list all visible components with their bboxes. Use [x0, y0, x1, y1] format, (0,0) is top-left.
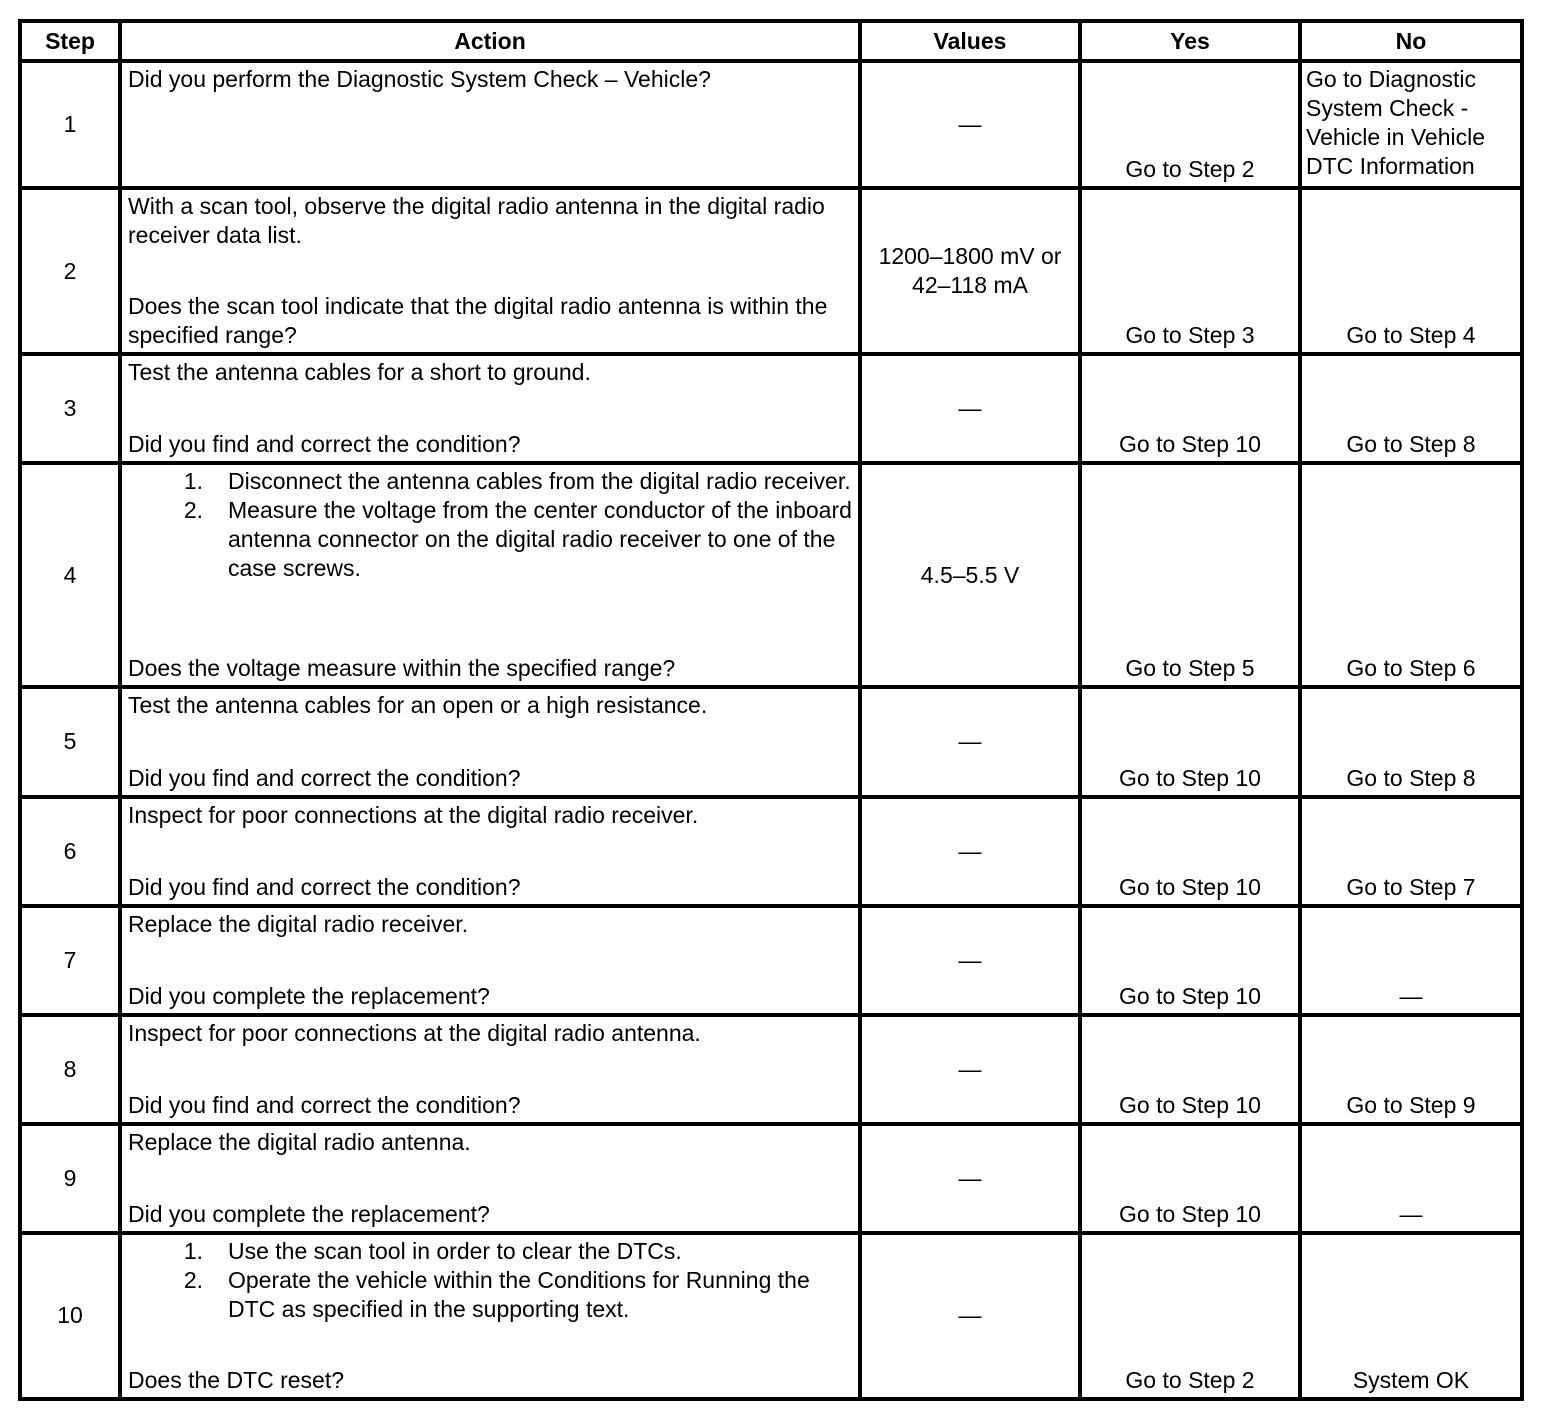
step-number: 4	[20, 463, 120, 687]
header-step: Step	[20, 21, 120, 61]
step-number: 8	[20, 1015, 120, 1124]
step-number: 9	[20, 1124, 120, 1233]
yes-cell: Go to Step 10	[1080, 797, 1300, 906]
yes-cell: Go to Step 2	[1080, 1233, 1300, 1399]
value-cell: 4.5–5.5 V	[860, 463, 1080, 687]
table-row	[20, 906, 1522, 1015]
value-cell: —	[860, 354, 1080, 463]
action-cell	[120, 1124, 860, 1233]
table-row	[20, 687, 1522, 796]
header-no: No	[1300, 21, 1522, 61]
action-question: Did you find and correct the condition?	[128, 431, 521, 458]
value-cell: —	[860, 906, 1080, 1015]
table-row	[20, 354, 1522, 463]
action-question: Did you find and correct the condition?	[128, 1091, 521, 1118]
table-row	[20, 1124, 1522, 1233]
yes-cell: Go to Step 10	[1080, 354, 1300, 463]
action-question: Does the DTC reset?	[128, 1367, 345, 1393]
action-question: Did you complete the replacement?	[128, 1200, 490, 1227]
no-cell: Go to Step 7	[1300, 797, 1522, 906]
list-item: 1. Disconnect the antenna cables from the digital radio receiver.	[183, 468, 851, 495]
no-cell: Go to Step 4	[1300, 188, 1522, 354]
header-action: Action	[120, 21, 860, 61]
diagnostic-table	[18, 19, 1524, 1401]
action-question: Did you find and correct the condition?	[128, 764, 521, 791]
list-item: 1. Use the scan tool in order to clear the DTCs.	[183, 1237, 682, 1264]
action-text: Inspect for poor connections at the digital radio antenna.	[128, 1019, 701, 1046]
no-cell: —	[1300, 1124, 1522, 1233]
action-question: Does the scan tool indicate that the digital radio antenna is within the specified range?	[128, 293, 828, 349]
yes-cell: Go to Step 5	[1080, 463, 1300, 687]
no-cell: Go to Diagnostic System Check - Vehicle in Vehicle DTC Information	[1300, 61, 1522, 188]
no-cell: Go to Step 6	[1300, 463, 1522, 687]
table-row	[20, 1015, 1522, 1124]
step-number: 7	[20, 906, 120, 1015]
list-item: 2. Operate the vehicle within the Conditions for Running the DTC as specified in the supporting text.	[183, 1266, 810, 1322]
substep-list	[128, 467, 852, 583]
no-cell: Go to Step 8	[1300, 354, 1522, 463]
action-cell	[120, 463, 860, 687]
no-cell: System OK	[1300, 1233, 1522, 1399]
action-text: Did you perform the Diagnostic System Check – Vehicle?	[128, 66, 711, 92]
action-question: Did you complete the replacement?	[128, 982, 490, 1009]
action-question: Did you find and correct the condition?	[128, 873, 521, 900]
header-row	[20, 21, 1522, 61]
action-text: With a scan tool, observe the digital radio antenna in the digital radio receiver data list.	[128, 193, 825, 249]
table-row	[20, 188, 1522, 354]
action-text: Replace the digital radio receiver.	[128, 910, 469, 937]
value-cell: —	[860, 797, 1080, 906]
yes-cell: Go to Step 10	[1080, 687, 1300, 796]
value-cell: —	[860, 1124, 1080, 1233]
table-row	[20, 61, 1522, 188]
no-cell: Go to Step 9	[1300, 1015, 1522, 1124]
step-number: 3	[20, 354, 120, 463]
action-text: Test the antenna cables for a short to ground.	[128, 359, 591, 386]
action-text: Test the antenna cables for an open or a high resistance.	[128, 692, 708, 719]
step-number: 10	[20, 1233, 120, 1399]
yes-cell: Go to Step 2	[1080, 61, 1300, 188]
header-values: Values	[860, 21, 1080, 61]
action-cell	[120, 906, 860, 1015]
table-row	[20, 1233, 1522, 1399]
yes-cell: Go to Step 10	[1080, 1124, 1300, 1233]
action-cell	[120, 797, 860, 906]
yes-cell: Go to Step 10	[1080, 906, 1300, 1015]
action-cell	[120, 687, 860, 796]
action-text: Replace the digital radio antenna.	[128, 1128, 471, 1155]
table-row	[20, 797, 1522, 906]
list-item: 2. Measure the voltage from the center conductor of the inboard antenna connector on the digital radio receiver to one of the case screws.	[183, 497, 852, 582]
value-cell: —	[860, 61, 1080, 188]
no-cell: —	[1300, 906, 1522, 1015]
step-number: 5	[20, 687, 120, 796]
yes-cell: Go to Step 3	[1080, 188, 1300, 354]
substep-list	[128, 1237, 852, 1324]
action-question: Does the voltage measure within the specified range?	[128, 655, 676, 682]
no-cell: Go to Step 8	[1300, 687, 1522, 796]
action-cell	[120, 354, 860, 463]
yes-cell: Go to Step 10	[1080, 1015, 1300, 1124]
value-cell: —	[860, 687, 1080, 796]
value-cell: 1200–1800 mV or 42–118 mA	[860, 188, 1080, 354]
step-number: 1	[20, 61, 120, 188]
action-cell	[120, 61, 860, 188]
header-yes: Yes	[1080, 21, 1300, 61]
action-cell	[120, 1233, 860, 1399]
value-cell: —	[860, 1233, 1080, 1399]
action-cell	[120, 188, 860, 354]
table-row	[20, 463, 1522, 687]
action-cell	[120, 1015, 860, 1124]
step-number: 6	[20, 797, 120, 906]
step-number: 2	[20, 188, 120, 354]
action-text: Inspect for poor connections at the digital radio receiver.	[128, 801, 699, 828]
value-cell: —	[860, 1015, 1080, 1124]
